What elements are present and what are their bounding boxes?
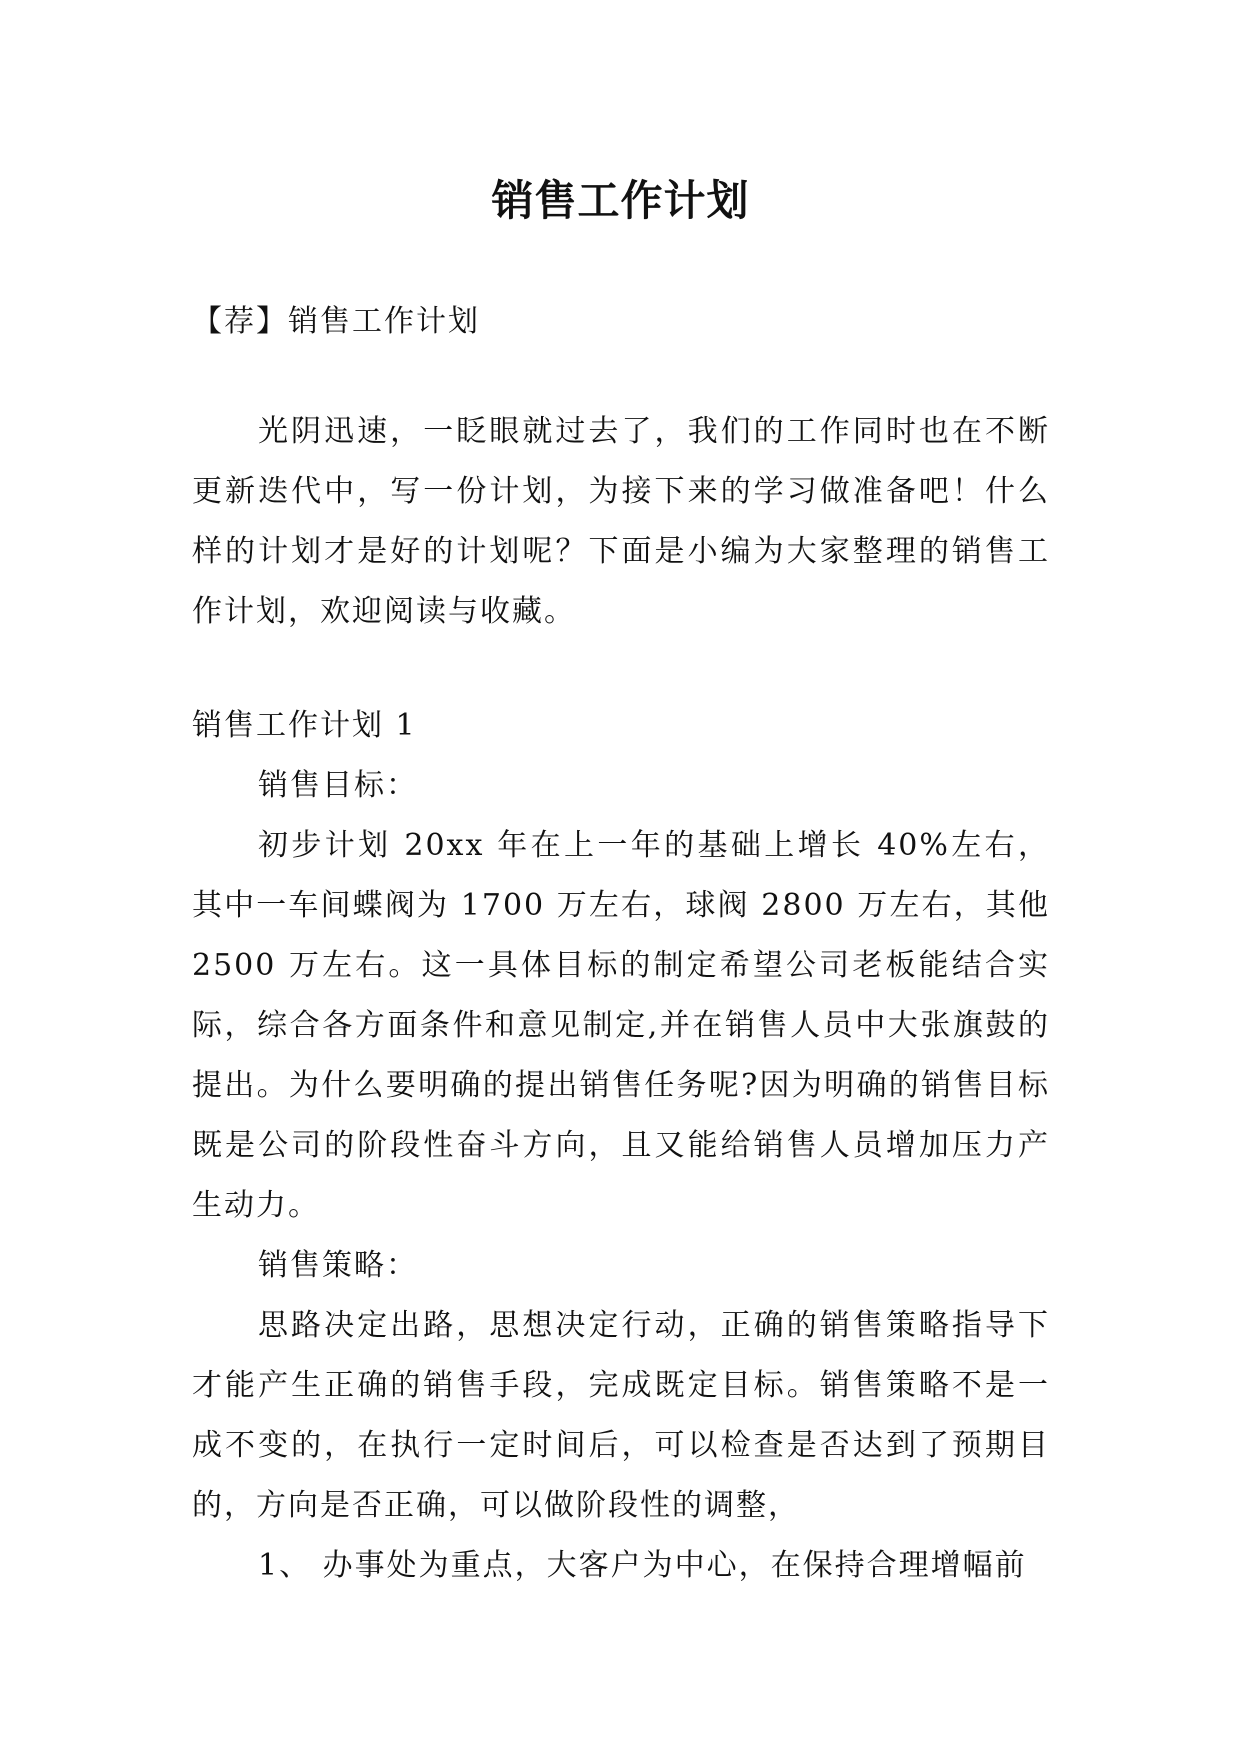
strategy-paragraph: 思路决定出路，思想决定行动，正确的销售策略指导下才能产生正确的销售手段，完成既定目标。销售策略不是一成不变的，在执行一定时间后，可以检查是否达到了预期目的，方向是否正确，可以做阶段性的调整， [192,1308,1050,1523]
section-heading: 销售工作计划 1 [192,708,417,743]
document-title: 销售工作计划 [491,176,750,226]
list-item: 1、 办事处为重点，大客户为中心，在保持合理增幅前 [258,1548,1027,1583]
strategy-heading: 销售策略： [258,1248,418,1283]
document-subtitle: 【荐】销售工作计划 [192,304,480,339]
document-body [192,292,1050,1596]
goal-paragraph: 初步计划 20xx 年在上一年的基础上增长 40%左右，其中一车间蝶阀为 1700 万左右，球阀 2800 万左右，其他 2500 万左右。这一具体目标的制定希望公司老板能结合实际，综合各方面条件和意见制定,并在销售人员中大张旗鼓的提出。为什么要明确的提出销售任务呢?因为明确的销售目标既是公司的阶段性奋斗方向，且又能给销售人员增加压力产生动力。 [192,828,1050,1223]
goal-heading: 销售目标： [258,768,418,803]
intro-paragraph: 光阴迅速，一眨眼就过去了，我们的工作同时也在不断更新迭代中，写一份计划，为接下来的学习做准备吧！什么样的计划才是好的计划呢？下面是小编为大家整理的销售工作计划，欢迎阅读与收藏。 [192,414,1050,629]
